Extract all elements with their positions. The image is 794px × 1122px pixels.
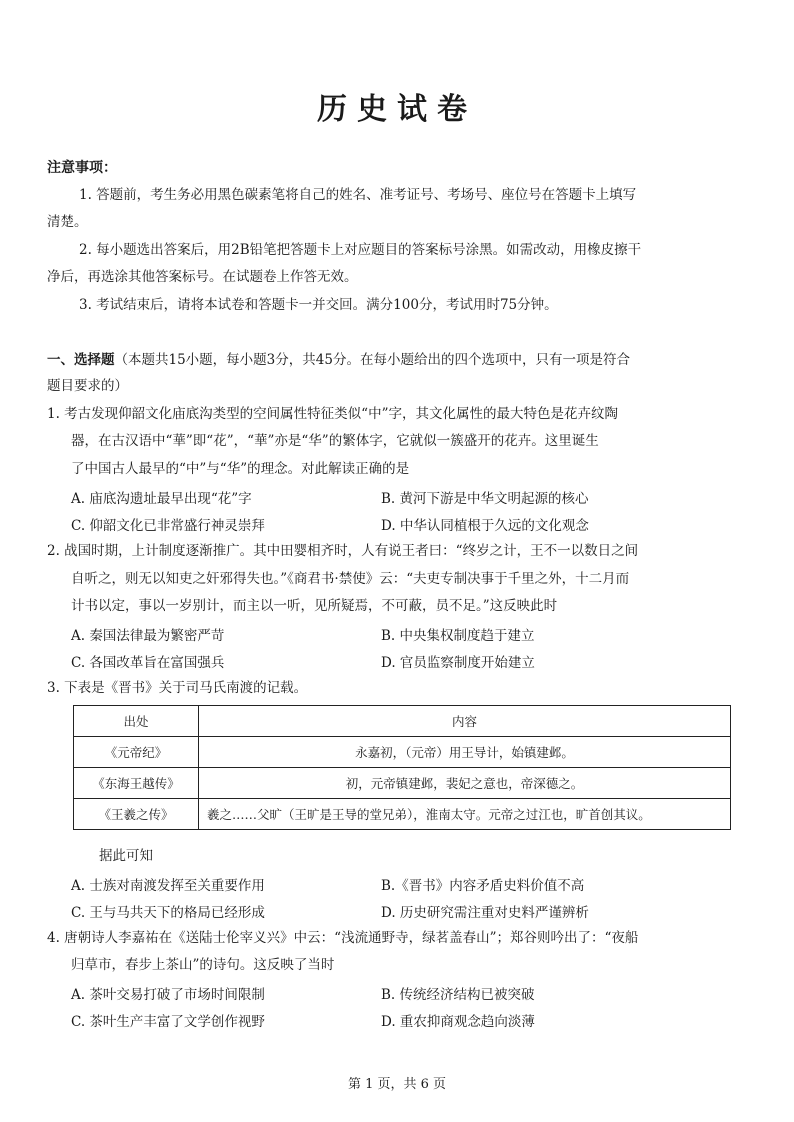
table-header-row xyxy=(74,706,731,737)
table-cell-content: 羲之……父旷（王旷是王导的堂兄弟），淮南太守。元帝之过江也，旷首创其议。 xyxy=(199,799,731,830)
section-desc: （本题共15小题，每小题3分，共45分。在每小题给出的四个选项中，只有一项是符合 xyxy=(114,352,630,368)
q2-stem-line-1: 2. 战国时期，上计制度逐渐推广。其中田婴相齐时，人有说王者曰：“终岁之计，王不一以数日之间 xyxy=(47,543,639,559)
q3-stem: 3. 下表是《晋书》关于司马氏南渡的记载。 xyxy=(47,680,308,696)
notice-item-2: 2. 每小题选出答案后，用2B铅笔把答题卡上对应题目的答案标号涂黑。如需改动，用橡皮擦干 xyxy=(79,242,642,258)
q1-stem-line-3: 了中国古人最早的“中”与“华”的理念。对此解读正确的是 xyxy=(71,461,410,477)
notice-heading: 注意事项： xyxy=(47,160,117,176)
section-heading xyxy=(47,350,630,370)
q3-option-d: D. 历史研究需注重对史料严谨辨析 xyxy=(381,905,589,921)
q1-stem-line-2: 器，在古汉语中“華”即“花”，“華”亦是“华”的繁体字，它就似一簇盛开的花卉。这里诞生 xyxy=(71,433,599,449)
q2-option-b: B. 中央集权制度趋于建立 xyxy=(381,628,535,644)
q4-stem-line-2: 归草市，春步上茶山”的诗句。这反映了当时 xyxy=(71,957,335,973)
q2-stem-line-3: 计书以定，事以一岁别计，而主以一听，见所疑焉，不可蔽，员不足。”这反映此时 xyxy=(71,598,558,614)
q1-option-b: B. 黄河下游是中华文明起源的核心 xyxy=(381,491,589,507)
table-row xyxy=(74,799,731,830)
table-row xyxy=(74,768,731,799)
q3-after-table: 据此可知 xyxy=(99,848,153,864)
page-footer: 第 1 页，共 6 页 xyxy=(347,1077,447,1092)
table-cell-source: 《东海王越传》 xyxy=(74,768,199,799)
section-label: 一、选择题 xyxy=(47,352,115,368)
q3-option-c: C. 王与马共天下的格局已经形成 xyxy=(71,905,265,921)
table-header-content: 内容 xyxy=(199,706,731,737)
table-cell-content: 永嘉初，（元帝）用王导计，始镇建邺。 xyxy=(199,737,731,768)
q3-option-a: A. 士族对南渡发挥至关重要作用 xyxy=(71,878,265,894)
q4-stem-line-1: 4. 唐朝诗人李嘉祐在《送陆士伦宰义兴》中云：“浅流通野寺，绿茗盖春山”；郑谷则吟出了：“夜船 xyxy=(47,930,639,946)
table-cell-source: 《王羲之传》 xyxy=(74,799,199,830)
q1-stem-line-1: 1. 考古发现仰韶文化庙底沟类型的空间属性特征类似“中”字，其文化属性的最大特色是花卉纹陶 xyxy=(47,406,618,422)
q4-option-b: B. 传统经济结构已被突破 xyxy=(381,987,535,1003)
notice-item-1-cont: 清楚。 xyxy=(47,214,88,230)
notice-item-2-cont: 净后，再选涂其他答案标号。在试题卷上作答无效。 xyxy=(47,269,358,285)
q2-option-a: A. 秦国法律最为繁密严苛 xyxy=(71,628,225,644)
exam-title: 历史试卷 xyxy=(317,92,477,127)
section-desc-cont: 题目要求的） xyxy=(47,378,128,394)
source-table xyxy=(73,705,731,830)
notice-item-3: 3. 考试结束后，请将本试卷和答题卡一并交回。满分100分，考试用时75分钟。 xyxy=(79,297,558,313)
table-cell-source: 《元帝纪》 xyxy=(74,737,199,768)
q2-option-c: C. 各国改革旨在富国强兵 xyxy=(71,655,225,671)
q3-option-b: B.《晋书》内容矛盾史料价值不高 xyxy=(381,878,585,894)
table-row xyxy=(74,737,731,768)
table-cell-content: 初，元帝镇建邺，裴妃之意也，帝深德之。 xyxy=(199,768,731,799)
q1-option-c: C. 仰韶文化已非常盛行神灵崇拜 xyxy=(71,518,265,534)
q4-option-d: D. 重农抑商观念趋向淡薄 xyxy=(381,1014,535,1030)
notice-item-1: 1. 答题前，考生务必用黑色碳素笔将自己的姓名、准考证号、考场号、座位号在答题卡上填写 xyxy=(79,187,637,203)
q4-option-a: A. 茶叶交易打破了市场时间限制 xyxy=(71,987,265,1003)
q4-option-c: C. 茶叶生产丰富了文学创作视野 xyxy=(71,1014,265,1030)
table-header-source: 出处 xyxy=(74,706,199,737)
q2-stem-line-2: 自听之，则无以知吏之奸邪得失也。”《商君书·禁使》云：“夫吏专制决事于千里之外，十二月而 xyxy=(71,571,630,587)
q1-option-a: A. 庙底沟遗址最早出现“花”字 xyxy=(71,491,252,507)
q1-option-d: D. 中华认同植根于久远的文化观念 xyxy=(381,518,589,534)
q2-option-d: D. 官员监察制度开始建立 xyxy=(381,655,535,671)
